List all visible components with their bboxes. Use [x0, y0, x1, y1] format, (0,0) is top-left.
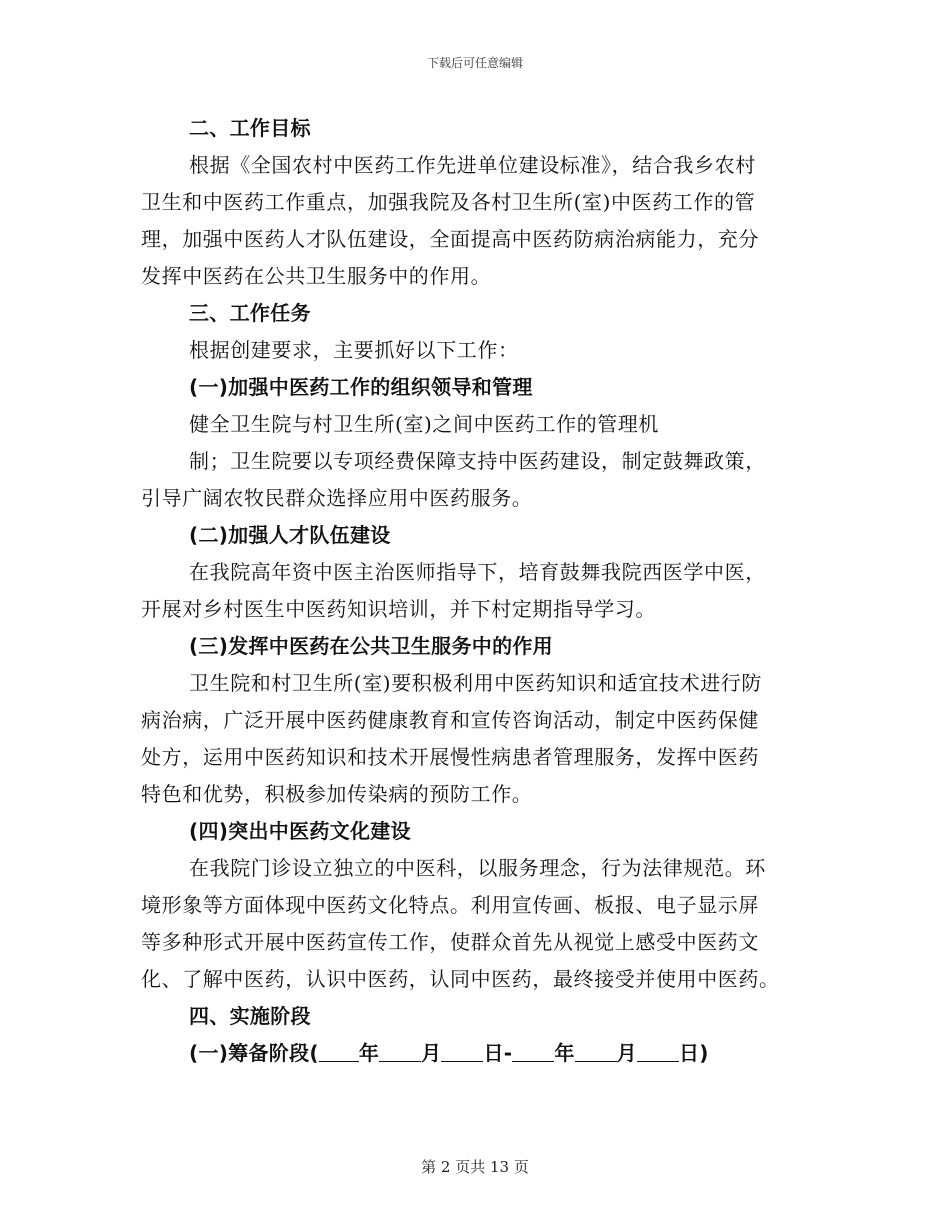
section-heading-phases: 四、实施阶段: [189, 1004, 311, 1028]
date-blank: [575, 1041, 617, 1062]
paragraph-line: 病治病，广泛开展中医药健康教育和宣传咨询活动，制定中医药保健: [141, 708, 759, 732]
day-label: 日): [678, 1041, 709, 1065]
paragraph-line: 制；卫生院要以专项经费保障支持中医药建设，制定鼓舞政策，: [189, 449, 766, 473]
subheading-2: (二)加强人才队伍建设: [189, 523, 391, 547]
paragraph-line: 根据《全国农村中医药工作先进单位建设标准》，结合我乡农村: [189, 153, 756, 177]
paragraph-line: 化、了解中医药，认识中医药，认同中医药，最终接受并使用中医药。: [141, 967, 780, 991]
month-label: 月: [421, 1041, 442, 1065]
paragraph-line: 开展对乡村医生中医药知识培训，并下村定期指导学习。: [141, 597, 656, 621]
subheading-preparation-phase: [189, 1041, 709, 1065]
date-blank: [637, 1041, 679, 1062]
date-blank: [441, 1041, 483, 1062]
paragraph-line: 处方，运用中医药知识和技术开展慢性病患者管理服务，发挥中医药: [141, 745, 759, 769]
paragraph-line: 引导广阔农牧民群众选择应用中医药服务。: [141, 486, 533, 510]
month-label: 月: [616, 1041, 637, 1065]
subheading-3: (三)发挥中医药在公共卫生服务中的作用: [189, 634, 553, 658]
paragraph-line: 发挥中医药在公共卫生服务中的作用。: [141, 264, 492, 288]
paragraph-line: 卫生和中医药工作重点，加强我院及各村卫生所(室)中医药工作的管: [141, 190, 756, 214]
date-blank: [512, 1041, 554, 1062]
paragraph-line: 卫生院和村卫生所(室)要积极利用中医药知识和适宜技术进行防: [189, 671, 763, 695]
paragraph-line: 等多种形式开展中医药宣传工作，使群众首先从视觉上感受中医药文: [141, 930, 759, 954]
paragraph-line: 境形象等方面体现中医药文化特点。利用宣传画、板报、电子显示屏: [141, 893, 759, 917]
paragraph-line: 健全卫生院与村卫生所(室)之间中医药工作的管理机: [189, 412, 660, 436]
paragraph-line: 特色和优势，积极参加传染病的预防工作。: [141, 782, 533, 806]
paragraph-line: 根据创建要求，主要抓好以下工作：: [189, 338, 519, 362]
paragraph-line: 在我院门诊设立独立的中医科，以服务理念，行为法律规范。环: [189, 856, 766, 880]
page-header: 下载后可任意编辑: [426, 56, 523, 70]
date-blank: [379, 1041, 421, 1062]
page-footer: 第 2 页共 13 页: [421, 1158, 529, 1176]
section-heading-tasks: 三、工作任务: [189, 301, 311, 325]
day-label: 日-: [483, 1041, 513, 1065]
date-blank: [319, 1041, 359, 1062]
section-heading-goals: 二、工作目标: [189, 116, 311, 140]
paragraph-line: 理，加强中医药人才队伍建设，全面提高中医药防病治病能力，充分: [141, 227, 759, 251]
phase-label: (一)筹备阶段(: [189, 1041, 319, 1065]
year-label: 年: [358, 1041, 380, 1065]
paragraph-line: 在我院高年资中医主治医师指导下，培育鼓舞我院西医学中医，: [189, 560, 766, 584]
subheading-1: (一)加强中医药工作的组织领导和管理: [189, 375, 533, 399]
subheading-4: (四)突出中医药文化建设: [189, 819, 411, 843]
year-label: 年: [554, 1041, 575, 1065]
